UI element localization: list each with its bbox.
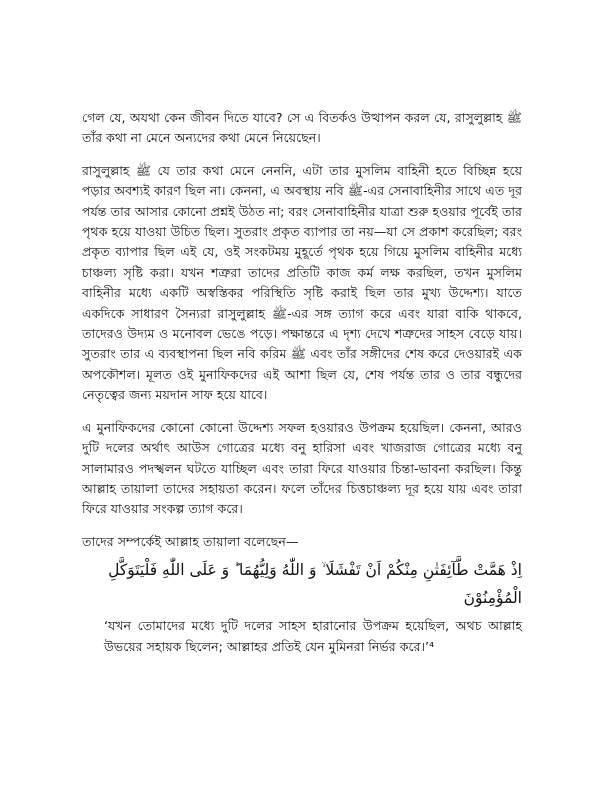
verse-translation: ‘যখন তোমাদের মধ্যে দুটি দলের সাহস হারানোর উপক্রম হয়েছিল, অথচ আল্লাহ উভয়ের সহায়ক ছিলেন; আল্লাহর প্রতিই যেন মুমিনরা নির্ভর করে।’⁴ <box>104 618 522 654</box>
arabic-verse: اِذْ هَمَّتْ طَّآئِفَتٰنِ مِنْكُمْ اَنْ تَفْشَلَا ۙ وَ اللّٰهُ وَلِيُّهُمَا ؕ وَ عَلَى اللّٰهِ فَلْيَتَوَكَّلِ الْمُؤْمِنُوْنَ <box>108 561 522 608</box>
paragraph-2: রাসুলুল্লাহ ﷺ যে তার কথা মেনে নেননি, এটা তার মুসলিম বাহিনী হতে বিচ্ছিন্ন হয়ে পড়ার অবশ্যই কারণ ছিল না। কেননা, এ অবস্থায় নবি ﷺ-এর সেনাবাহিনীর সাথে এত দূর পর্যন্ত তার আসার কোনো প্রশ্নই উঠত না; বরং সেনাবাহিনীর যাত্রা শুরু হওয়ার পূর্বেই তার পৃথক হয়ে যাওয়া উচিত ছিল। সুতরাং প্রকৃত ব্যাপার তা নয়—যা সে প্রকাশ করেছিল; বরং প্রকৃত ব্যাপার ছিল এই যে, ওই সংকটময় মুহূর্তে পৃথক হয়ে গিয়ে মুসলিম বাহিনীর মধ্যে চাঞ্চল্য সৃষ্টি করা। যখন শত্রুরা তাদের প্রতিটি কাজ কর্ম লক্ষ করছিল, তখন মুসলিম বাহিনীর মধ্যে একটি অস্বস্তিকর পরিস্থিতি সৃষ্টি করাই ছিল তার মুখ্য উদ্দেশ্য। যাতে একদিকে সাধারণ সৈন্যরা রাসুলুল্লাহ ﷺ-এর সঙ্গ ত্যাগ করে এবং যারা বাকি থাকবে, তাদেরও উদ্যম ও মনোবল ভেঙে পড়ে। পক্ষান্তরে এ দৃশ্য দেখে শত্রুদের সাহস বেড়ে যায়। সুতরাং তার এ ব্যবস্থাপনা ছিল নবি করিম ﷺ এবং তাঁর সঙ্গীদের শেষ করে দেওয়ারই এক অপকৌশল। মূলত ওই মুনাফিকদের এই আশা ছিল যে, শেষ পর্যন্ত তার ও তার বন্ধুদের নেতৃত্বের জন্য ময়দান সাফ হয়ে যাবে। <box>82 162 523 403</box>
quote-lead-in: তাদের সম্পর্কেই আল্লাহ তায়ালা বলেছেন— <box>82 533 299 549</box>
paragraph-3: এ মুনাফিকদের কোনো কোনো উদ্দেশ্য সফল হওয়ারও উপক্রম হয়েছিল। কেননা, আরও দুটি দলের অর্থাৎ আউস গোত্রের মধ্যে বনু হারিসা এবং খাজরাজ গোত্রের মধ্যে বনু সালামারও পদস্খলন ঘটতে যাচ্ছিল এবং তারা ফিরে যাওয়ার চিন্তা-ভাবনা করছিল। কিন্তু আল্লাহ তায়ালা তাদের সহায়তা করেন। ফলে তাঁদের চিত্তচাঞ্চল্য দূর হয়ে যায় এবং তারা ফিরে যাওয়ার সংকল্প ত্যাগ করে। <box>82 419 522 517</box>
paragraph-1: গেল যে, অযথা কেন জীবন দিতে যাবে? সে এ বিতর্কও উত্থাপন করল যে, রাসুলুল্লাহ ﷺ তাঁর কথা না মেনে অন্যদের কথা মেনে নিয়েছেন। <box>82 110 522 146</box>
document-page <box>82 108 522 657</box>
